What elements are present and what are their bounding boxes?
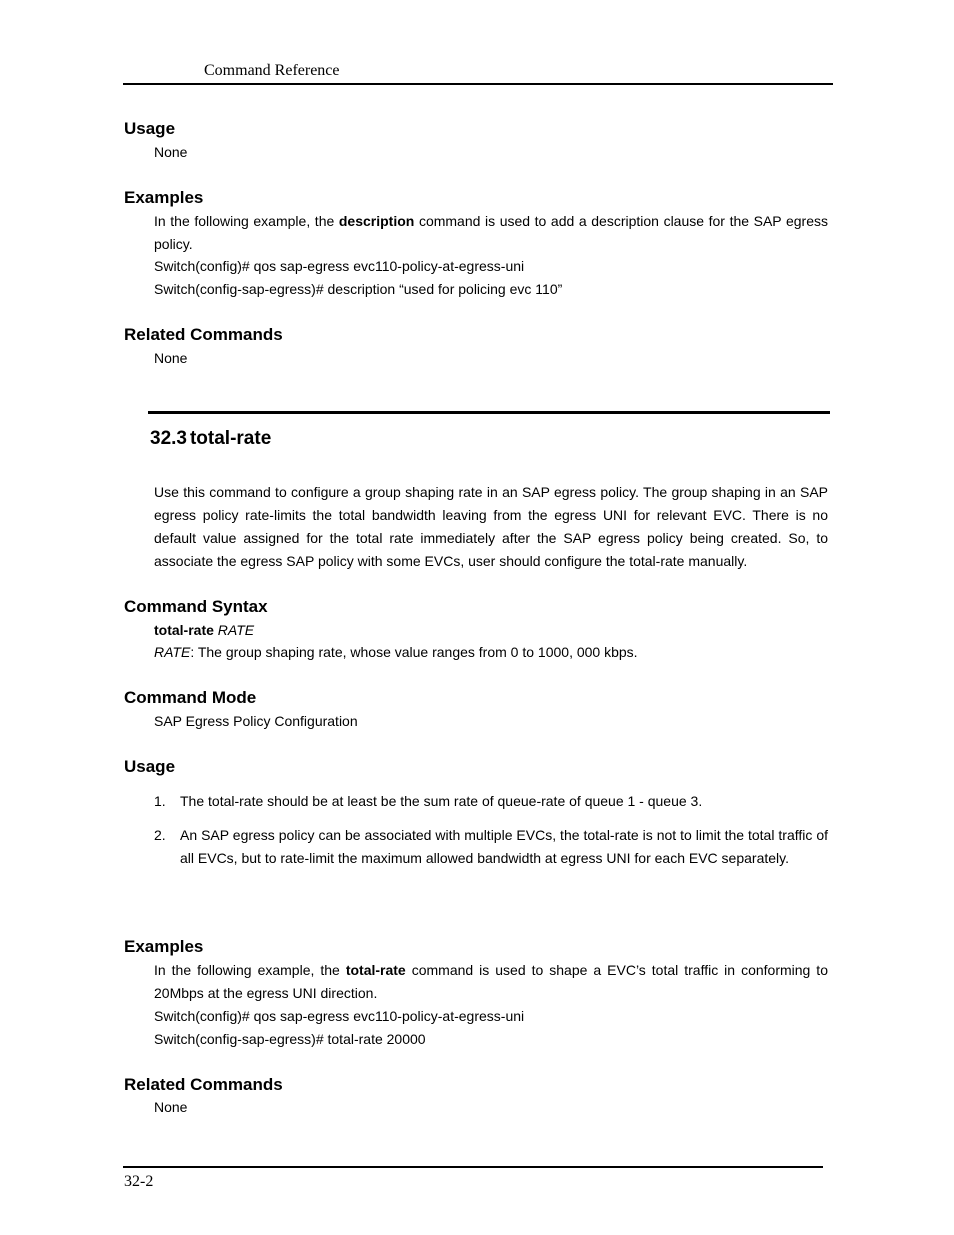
page-number: 32-2: [124, 1173, 154, 1190]
list-item-number: 2.: [154, 827, 166, 843]
related-commands-text: None: [154, 1099, 188, 1115]
list-item-number: 1.: [154, 793, 166, 809]
related-commands-heading: Related Commands: [124, 1075, 283, 1094]
syntax-parameter: RATE: The group shaping rate, whose value ranges from 0 to 1000, 000 kbps.: [154, 644, 638, 660]
list-item: The total-rate should be at least be the sum rate of queue-rate of queue 1 - queue 3.: [180, 793, 703, 809]
examples-heading: Examples: [124, 188, 204, 207]
section-description: Use this command to configure a group shaping rate in an SAP egress policy. The group shaping in an SAP egress policy rate-limits the total bandwidth leaving from the egress UNI for relevant EVC. There is no default value assigned for the total rate immediately after the SAP egress policy being created. So, to associate the egress SAP policy with some EVCs, user should configure the total-rate manually.: [154, 484, 828, 569]
related-commands-heading: Related Commands: [124, 325, 283, 344]
usage-text: None: [154, 144, 188, 160]
related-commands-text: None: [154, 350, 188, 366]
examples-intro: In the following example, the description command is used to add a description clause for the SAP egress policy.: [154, 213, 829, 252]
command-name: description: [338, 213, 415, 229]
footer-rule: [123, 1166, 823, 1168]
usage-heading: Usage: [124, 757, 176, 776]
command-name: total-rate: [345, 962, 406, 978]
example-line: Switch(config)# qos sap-egress evc110-policy-at-egress-uni: [154, 258, 525, 274]
command-syntax: total-rate RATE: [154, 622, 255, 638]
command-mode-heading: Command Mode: [124, 688, 257, 707]
examples-heading: Examples: [124, 937, 204, 956]
header-rule: [123, 83, 833, 85]
list-item: An SAP egress policy can be associated with multiple EVCs, the total-rate is not to limit the total traffic of all EVCs, but to rate-limit the maximum allowed bandwidth at egress UNI for each EVC separately.: [180, 827, 828, 866]
example-line: Switch(config-sap-egress)# description “used for policing evc 110”: [154, 281, 563, 297]
examples-intro: In the following example, the total-rate command is used to shape a EVC’s total traffic in conforming to 20Mbps at the egress UNI direction.: [154, 962, 828, 1001]
running-header: Command Reference: [204, 62, 340, 79]
section-rule: [148, 411, 830, 414]
example-line: Switch(config-sap-egress)# total-rate 20000: [154, 1031, 426, 1047]
command-mode-text: SAP Egress Policy Configuration: [154, 713, 358, 729]
section-title: 32.3 total-rate: [150, 428, 272, 449]
command-syntax-heading: Command Syntax: [124, 597, 268, 616]
example-line: Switch(config)# qos sap-egress evc110-policy-at-egress-uni: [154, 1008, 525, 1024]
usage-heading: Usage: [124, 119, 176, 138]
